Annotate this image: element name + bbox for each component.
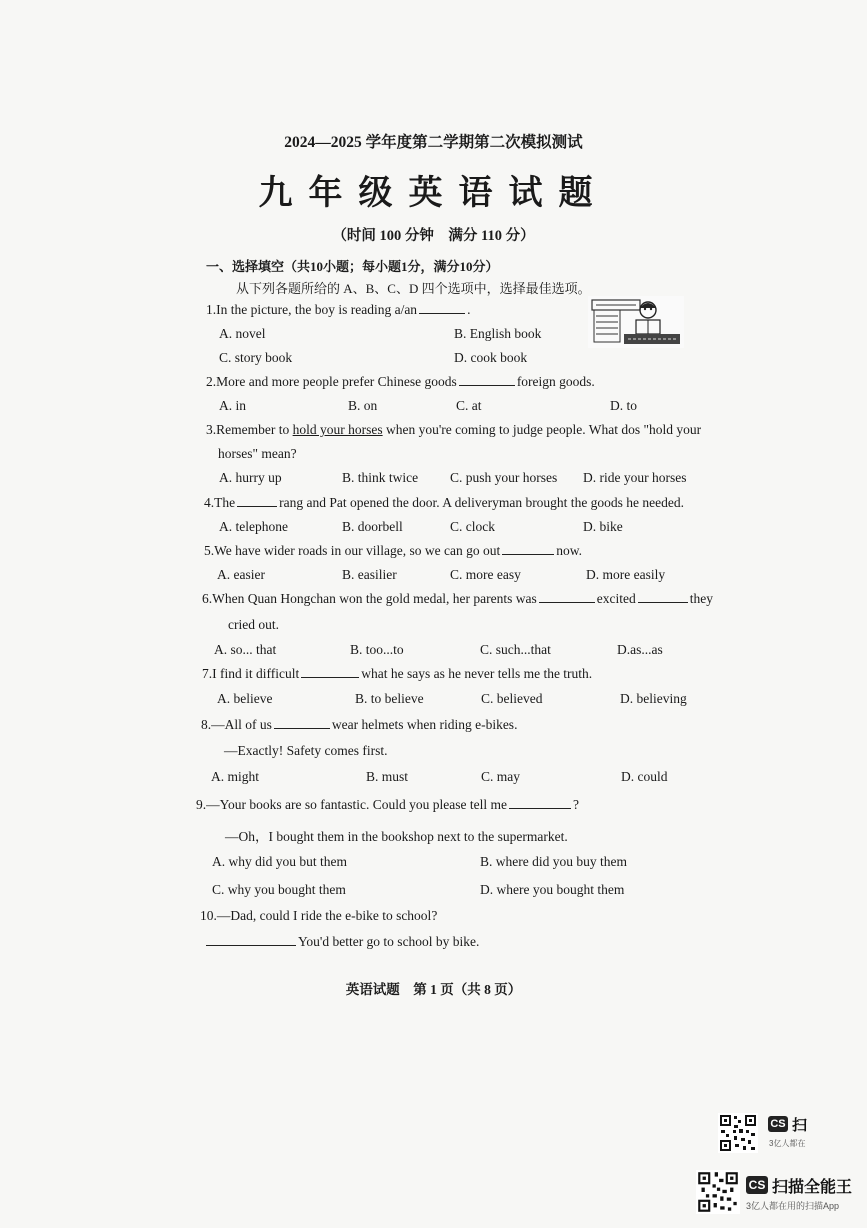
- scanner-brand-partial: 扫: [792, 1117, 808, 1134]
- option-5b: B. easilier: [342, 567, 397, 582]
- question-9: 9.—Your books are so fantastic. Could you please tell me ?: [196, 797, 579, 812]
- option-7c: C. believed: [481, 691, 543, 706]
- question-1: 1.In the picture, the boy is reading a/an .: [206, 302, 471, 317]
- option-9c: C. why you bought them: [212, 882, 346, 897]
- option-5c: C. more easy: [450, 567, 521, 582]
- boy-reading-picture: [588, 296, 684, 348]
- answer-blank: [301, 676, 359, 678]
- answer-blank: [509, 807, 571, 809]
- option-1b: B. English book: [454, 326, 542, 341]
- exam-subtitle: （时间 100 分钟 满分 110 分）: [332, 228, 535, 244]
- question-9-line2: —Oh，I bought them in the bookshop next to the supermarket.: [225, 829, 568, 844]
- question-7: 7.I find it difficult what he says as he never tells me the truth.: [202, 666, 593, 681]
- option-9d: D. where you bought them: [480, 882, 625, 897]
- main-title: 九年级英语试题: [258, 173, 609, 213]
- cs-badge-icon: CS: [746, 1176, 768, 1194]
- option-2a: A. in: [219, 398, 246, 413]
- question-8-line2: —Exactly! Safety comes first.: [224, 743, 388, 758]
- question-3-line2: horses" mean?: [218, 446, 297, 461]
- cs-badge-icon: CS: [768, 1116, 788, 1132]
- option-6b: B. too...to: [350, 642, 404, 657]
- question-5: 5.We have wider roads in our village, so we can go out now.: [204, 543, 582, 558]
- answer-blank: [638, 601, 688, 603]
- option-4d: D. bike: [583, 519, 623, 534]
- option-2c: C. at: [456, 398, 482, 413]
- option-6a: A. so... that: [214, 642, 277, 657]
- option-3c: C. push your horses: [450, 470, 558, 485]
- question-2: 2.More and more people prefer Chinese goods foreign goods.: [206, 374, 595, 389]
- option-6c: C. such...that: [480, 642, 551, 657]
- option-2d: D. to: [610, 398, 637, 413]
- option-7d: D. believing: [620, 691, 687, 706]
- option-5d: D. more easily: [586, 567, 666, 582]
- option-8b: B. must: [366, 769, 409, 784]
- answer-blank: [206, 944, 296, 946]
- answer-blank: [459, 384, 515, 386]
- section-instruction: 从下列各题所给的 A、B、C、D 四个选项中，选择最佳选项。: [236, 281, 591, 296]
- question-10-line2: You'd better go to school by bike.: [204, 934, 479, 950]
- answer-blank: [539, 601, 595, 603]
- option-6d: D.as...as: [617, 642, 663, 657]
- option-4c: C. clock: [450, 519, 495, 534]
- option-7b: B. to believe: [355, 691, 424, 706]
- option-8a: A. might: [211, 769, 260, 784]
- scanner-tag-partial: 3亿人都在: [769, 1139, 806, 1148]
- option-5a: A. easier: [217, 567, 265, 582]
- section-heading: 一、选择填空（共10小题；每小题1分，满分10分）: [206, 259, 499, 274]
- option-3b: B. think twice: [342, 470, 419, 485]
- question-6: 6.When Quan Hongchan won the gold medal, her parents was excited they: [202, 591, 714, 606]
- answer-blank: [274, 727, 330, 729]
- option-1a: A. novel: [219, 326, 266, 341]
- qr-code-icon: [718, 1113, 758, 1153]
- option-4a: A. telephone: [219, 519, 288, 534]
- answer-blank: [419, 312, 465, 314]
- option-3a: A. hurry up: [219, 470, 282, 485]
- idiom-hold-your-horses: hold your horses: [292, 422, 383, 437]
- qr-code-icon: [696, 1170, 740, 1214]
- year-title: 2024—2025 学年度第二学期第二次模拟测试: [284, 134, 583, 151]
- scanner-tagline: 3亿人都在用的扫描App: [746, 1201, 840, 1211]
- answer-blank: [237, 505, 277, 507]
- option-4b: B. doorbell: [342, 519, 403, 534]
- option-3d: D. ride your horses: [583, 470, 687, 485]
- option-8d: D. could: [621, 769, 668, 784]
- option-7a: A. believe: [217, 691, 273, 706]
- option-8c: C. may: [481, 769, 520, 784]
- question-8: 8.—All of us wear helmets when riding e-bikes.: [201, 717, 518, 732]
- answer-blank: [502, 553, 554, 555]
- page-footer: 英语试题 第 1 页（共 8 页）: [345, 982, 522, 997]
- option-9b: B. where did you buy them: [480, 854, 627, 869]
- option-1d: D. cook book: [454, 350, 528, 365]
- option-1c: C. story book: [219, 350, 293, 365]
- question-10: 10.—Dad, could I ride the e-bike to school?: [200, 908, 438, 923]
- question-4: 4.The rang and Pat opened the door. A deliveryman brought the goods he needed.: [204, 495, 685, 510]
- scanner-brand-name: 扫描全能王: [772, 1179, 853, 1196]
- question-3: 3.Remember to hold your horses when you're coming to judge people. What dos "hold your: [206, 422, 702, 437]
- question-6-line2: cried out.: [228, 617, 279, 632]
- option-9a: A. why did you but them: [212, 854, 347, 869]
- option-2b: B. on: [348, 398, 378, 413]
